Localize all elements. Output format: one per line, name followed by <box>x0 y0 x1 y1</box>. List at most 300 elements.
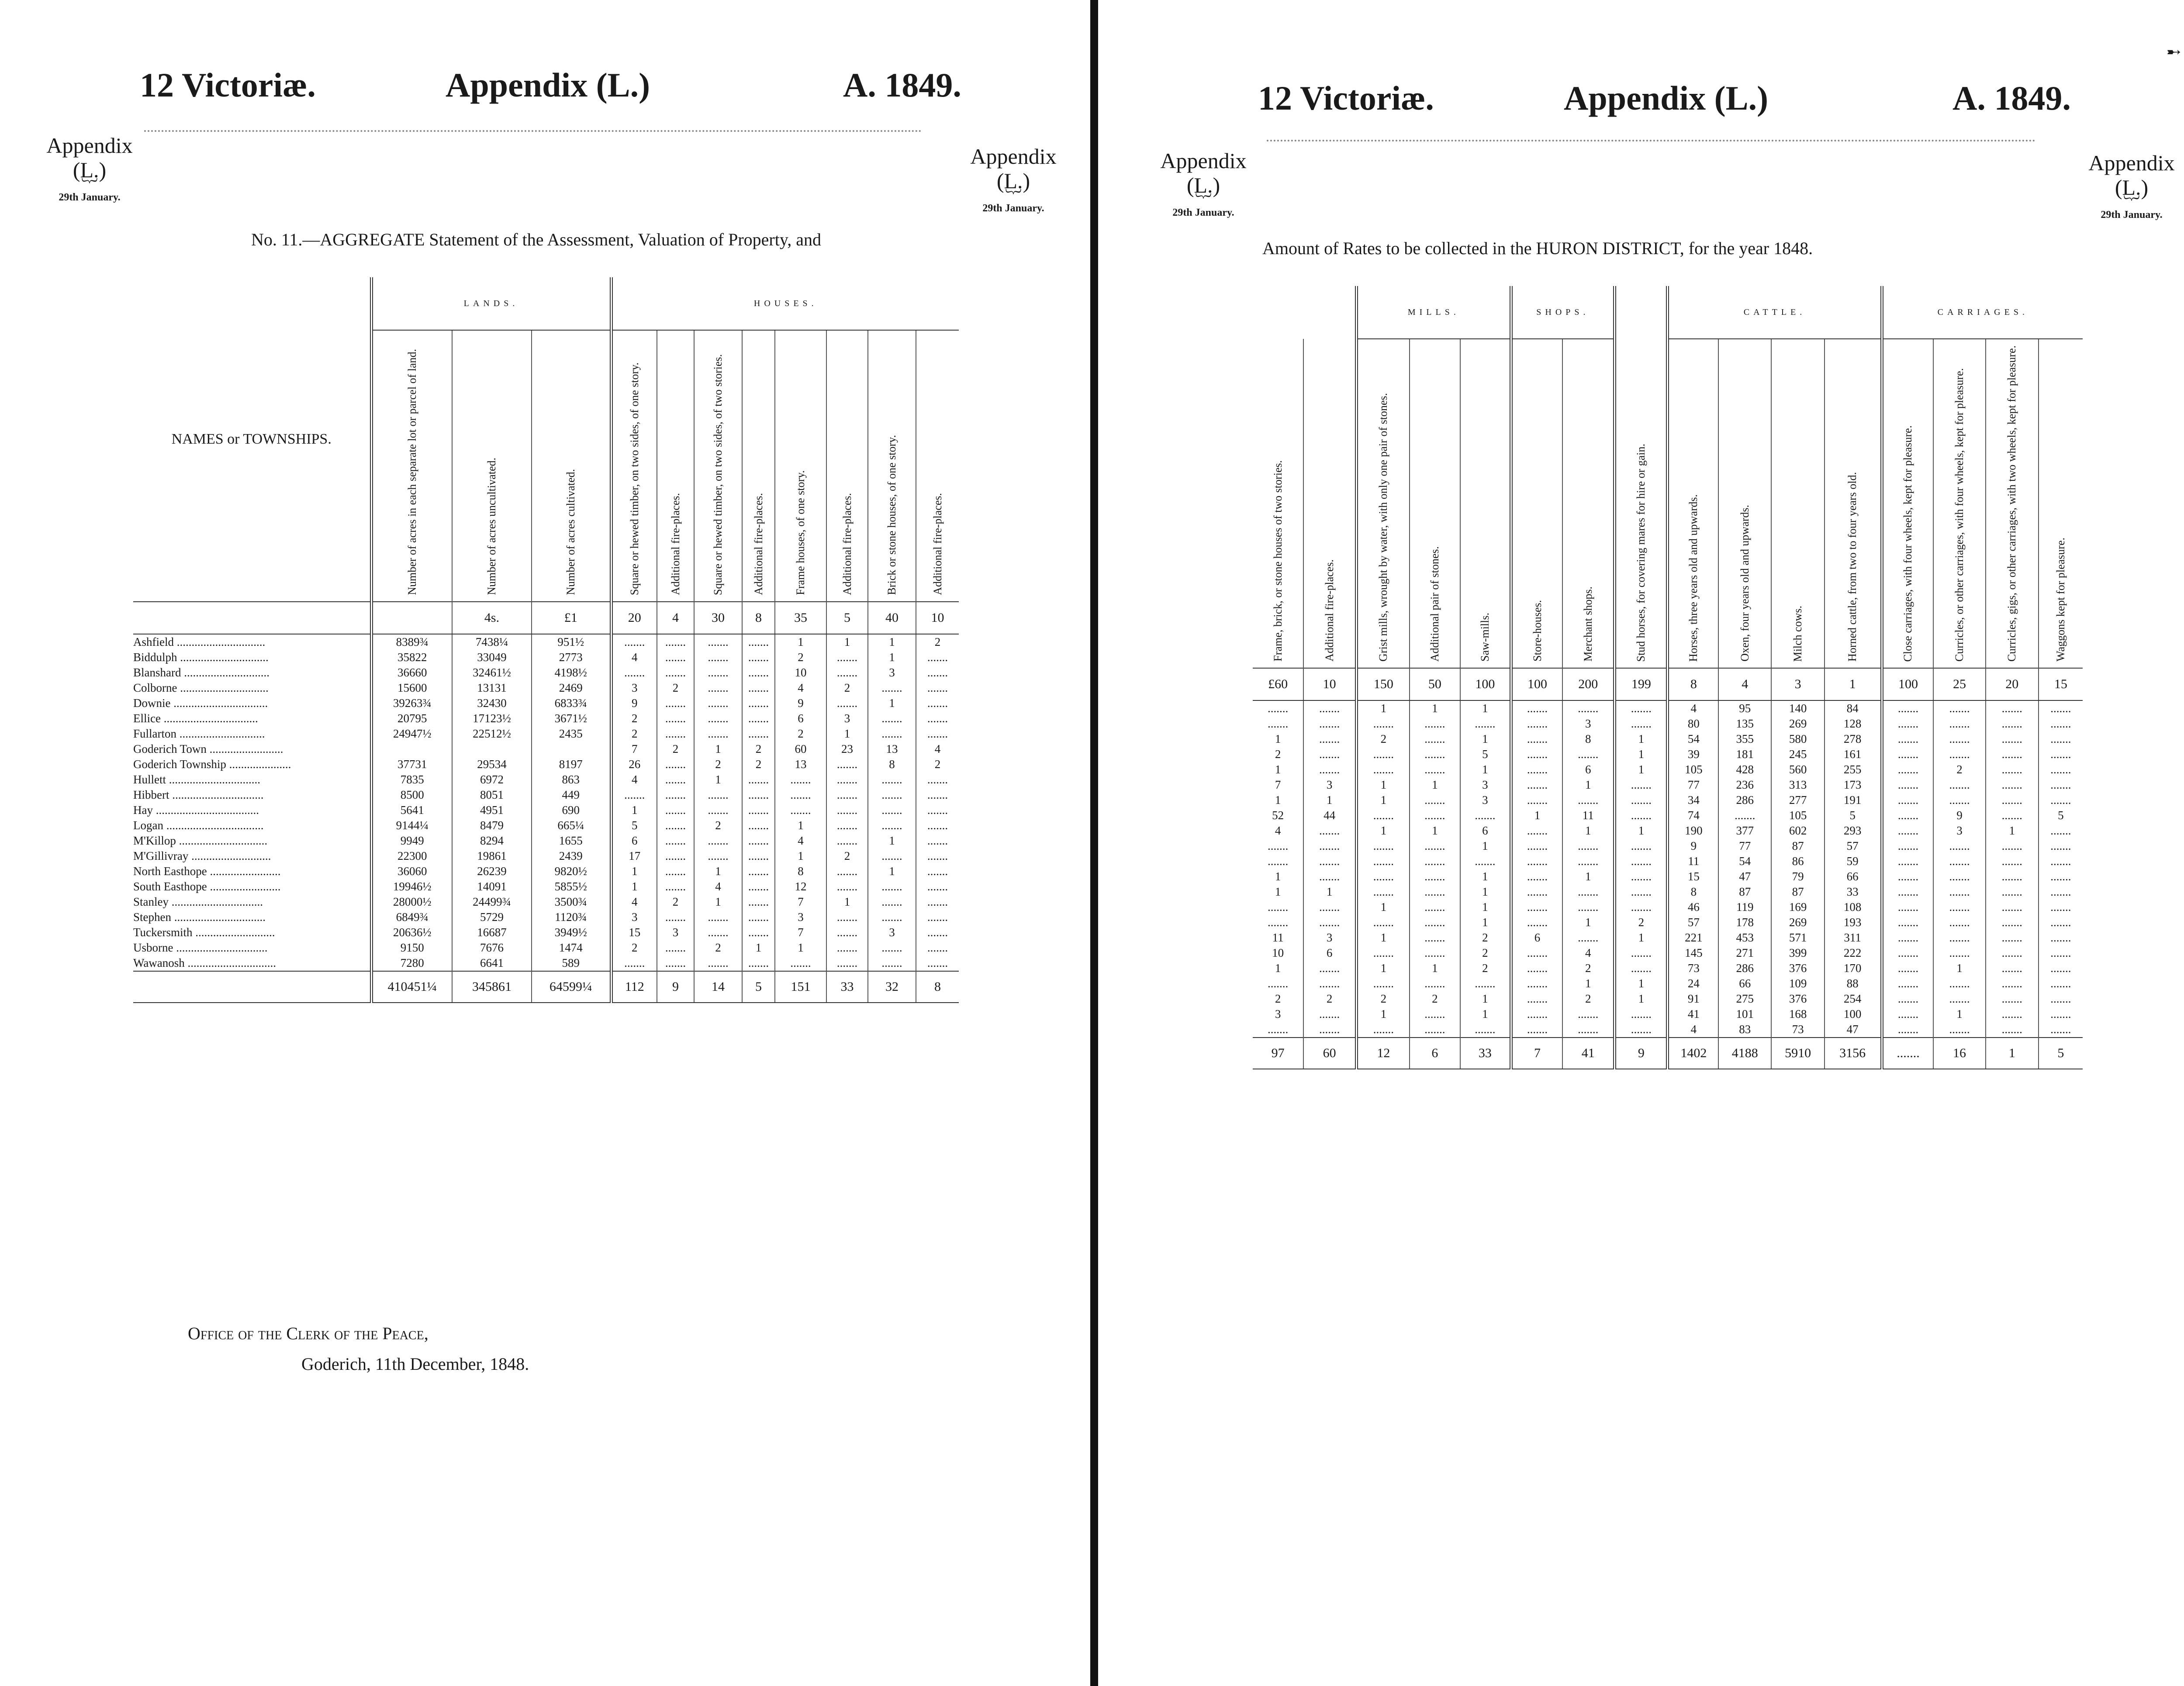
table-cell: 1 <box>1562 777 1614 793</box>
table-cell: 1 <box>611 803 657 818</box>
table-cell: 1 <box>826 726 868 741</box>
table-cell: ....... <box>1562 884 1614 900</box>
table-cell: ....... <box>1356 945 1409 961</box>
table-cell: 11 <box>1562 808 1614 823</box>
column-header-text: Square or hewed timber, on two sides, of two stories. <box>712 354 725 595</box>
table-cell: 3 <box>1460 793 1511 808</box>
table-cell: ....... <box>1410 1007 1460 1022</box>
table-cell: 1 <box>1275 962 1281 975</box>
table-cell: 1 <box>1356 823 1409 838</box>
table-cell: ....... <box>1615 900 1668 915</box>
table-cell: ....... <box>694 650 742 665</box>
table-cell: 1655 <box>532 833 611 848</box>
table-cell: ....... <box>1511 961 1562 976</box>
table-cell: 1 <box>611 879 657 894</box>
table-cell: 2 <box>1615 915 1668 930</box>
table-cell: ....... <box>1882 884 1933 900</box>
table-cell: ....... <box>1933 854 1985 869</box>
table-cell: ....... <box>1986 700 2039 716</box>
township-name: Hibbert ............................... <box>133 788 264 801</box>
total-cell: 16 <box>1933 1038 1985 1069</box>
township-name: M'Gillivray ........................... <box>133 849 271 862</box>
table-cell: 428 <box>1718 762 1771 777</box>
township-name: Goderich Township ..................... <box>133 758 291 771</box>
table-cell: 4198½ <box>532 665 611 680</box>
table-cell: 17 <box>611 848 657 864</box>
table-cell: 1 <box>1615 930 1668 945</box>
right-page <box>1109 0 2184 1686</box>
table-cell: 1 <box>1460 884 1511 900</box>
table-cell: 88 <box>1825 976 1882 991</box>
table-cell: 1 <box>1615 762 1668 777</box>
table-cell: ....... <box>1511 1022 1562 1038</box>
table-cell: 254 <box>1825 991 1882 1007</box>
table-cell: ....... <box>694 955 742 971</box>
table-cell: ....... <box>1933 793 1985 808</box>
table-cell: 6 <box>775 711 826 726</box>
table-cell: ....... <box>2039 700 2083 716</box>
table-cell: ....... <box>694 726 742 741</box>
table-cell: 59 <box>1825 854 1882 869</box>
table-cell: 7280 <box>371 955 452 971</box>
column-header-text: Number of acres in each separate lot or parcel of land. <box>405 349 418 595</box>
table-cell: ....... <box>1562 1007 1614 1022</box>
table-cell: ....... <box>2039 777 2083 793</box>
table-cell: ....... <box>2039 991 2083 1007</box>
table-cell: ....... <box>1267 839 1289 853</box>
table-cell: ....... <box>1267 916 1289 929</box>
table-cell: 269 <box>1771 915 1824 930</box>
table-row <box>1253 716 2083 731</box>
table-cell: ....... <box>694 848 742 864</box>
table-cell: 1 <box>1933 961 1985 976</box>
column-header <box>1718 339 1771 668</box>
column-header-text: Curricles, gigs, or other carriages, with two wheels, kept for pleasure. <box>2005 345 2018 662</box>
table-cell: ....... <box>2039 823 2083 838</box>
table-cell: 1 <box>1460 762 1511 777</box>
table-cell: ....... <box>742 955 775 971</box>
table-cell: ....... <box>657 848 694 864</box>
table-cell: ....... <box>1303 731 1356 747</box>
table-cell: 1 <box>1275 732 1281 746</box>
table-cell: ....... <box>742 803 775 818</box>
header-year: A. 1849. <box>843 66 961 104</box>
table-cell: 77 <box>1668 777 1718 793</box>
table-cell: 1 <box>1562 869 1614 884</box>
table-cell: ....... <box>657 757 694 772</box>
table-cell: ....... <box>2039 1022 2083 1038</box>
table-cell: 1 <box>1460 700 1511 716</box>
table-cell: ....... <box>1882 930 1933 945</box>
column-header <box>1511 339 1562 668</box>
table-cell: 2 <box>657 894 694 910</box>
table-cell: 41 <box>1668 1007 1718 1022</box>
table-cell: 101 <box>1718 1007 1771 1022</box>
table-cell: ....... <box>1882 961 1933 976</box>
table-cell: ....... <box>742 910 775 925</box>
statement-title: Amount of Rates to be collected in the HURON DISTRICT, for the year 1848. <box>1262 238 1813 258</box>
table-cell: 1 <box>1460 915 1511 930</box>
table-cell: ....... <box>1410 793 1460 808</box>
table-row <box>1253 961 2083 976</box>
total-cell: 3156 <box>1825 1038 1882 1069</box>
column-header-text: Grist mills, wrought by water, with only one pair of stones. <box>1377 393 1390 662</box>
table-cell: ....... <box>1718 808 1771 823</box>
table-row <box>133 894 959 910</box>
column-header-text: Number of acres uncultivated. <box>485 458 498 595</box>
table-cell: ....... <box>1356 976 1409 991</box>
table-cell: 22512½ <box>452 726 532 741</box>
table-cell: ....... <box>868 772 916 787</box>
table-cell: 80 <box>1668 716 1718 731</box>
table-cell: ....... <box>1933 747 1985 762</box>
table-cell: ....... <box>916 726 959 741</box>
table-cell: 9 <box>775 696 826 711</box>
table-row <box>133 910 959 925</box>
table-cell: 9144¼ <box>371 818 452 833</box>
table-cell: ....... <box>826 910 868 925</box>
table-row <box>1253 900 2083 915</box>
table-cell: ....... <box>1933 777 1985 793</box>
brace-icon: ︸ <box>2123 195 2139 213</box>
table-cell: 74 <box>1668 808 1718 823</box>
table-cell: ....... <box>1356 915 1409 930</box>
total-cell: 5910 <box>1771 1038 1824 1069</box>
table-cell: ....... <box>916 925 959 940</box>
table-cell: ....... <box>742 634 775 650</box>
table-cell: 119 <box>1718 900 1771 915</box>
table-cell: 277 <box>1771 793 1824 808</box>
table-cell: 9 <box>1668 838 1718 854</box>
table-cell: 377 <box>1718 823 1771 838</box>
township-name: Wawanosh .............................. <box>133 956 276 969</box>
table-cell: ....... <box>1562 900 1614 915</box>
table-cell: 7 <box>1275 778 1281 792</box>
table-cell: ....... <box>1511 945 1562 961</box>
footer-place-date: Goderich, 11th December, 1848. <box>301 1354 529 1374</box>
table-cell: 128 <box>1825 716 1882 731</box>
township-name: Usborne ............................... <box>133 941 268 954</box>
table-cell: 1 <box>1275 763 1281 776</box>
table-cell: 8 <box>868 757 916 772</box>
table-cell: ....... <box>742 818 775 833</box>
table-cell: ....... <box>916 955 959 971</box>
column-header <box>1668 339 1718 668</box>
table-cell: 5 <box>611 818 657 833</box>
table-cell: 108 <box>1825 900 1882 915</box>
township-name: Ellice ................................ <box>133 712 258 725</box>
column-header-text: Store-houses. <box>1531 600 1544 662</box>
table-cell: 32461½ <box>452 665 532 680</box>
table-cell: 44 <box>1303 808 1356 823</box>
table-cell: 1 <box>1410 961 1460 976</box>
table-cell: ....... <box>742 772 775 787</box>
table-cell: 87 <box>1718 884 1771 900</box>
table-cell: 1 <box>1460 869 1511 884</box>
table-cell: 269 <box>1771 716 1824 731</box>
table-cell: 4951 <box>452 803 532 818</box>
table-cell: 1 <box>1303 793 1356 808</box>
table-cell: ....... <box>2039 945 2083 961</box>
table-cell: ....... <box>657 833 694 848</box>
table-cell: ....... <box>916 910 959 925</box>
group-stud-spacer <box>1615 286 1668 339</box>
table-cell: 278 <box>1825 731 1882 747</box>
table-row <box>1253 762 2083 777</box>
table-cell: 2 <box>1356 991 1409 1007</box>
table-cell: 453 <box>1718 930 1771 945</box>
table-cell: 560 <box>1771 762 1824 777</box>
table-cell: ....... <box>1986 777 2039 793</box>
table-cell: 1 <box>775 940 826 955</box>
table-cell: ....... <box>657 665 694 680</box>
totals-label <box>133 971 371 1003</box>
table-cell: ....... <box>1986 945 2039 961</box>
table-cell: ....... <box>742 711 775 726</box>
table-cell: 449 <box>532 787 611 803</box>
column-header-text: Curricles, or other carriages, with four wheels, kept for pleasure. <box>1952 368 1966 662</box>
column-header <box>775 330 826 602</box>
table-cell: 2 <box>694 757 742 772</box>
table-cell: ....... <box>916 864 959 879</box>
table-cell: 2469 <box>532 680 611 696</box>
table-cell: ....... <box>1933 1022 1985 1038</box>
township-name: M'Killop .............................. <box>133 834 268 847</box>
table-cell: 271 <box>1718 945 1771 961</box>
table-cell: 1 <box>775 634 826 650</box>
table-cell: 3671½ <box>532 711 611 726</box>
table-cell: ....... <box>1410 915 1460 930</box>
table-cell: ....... <box>868 726 916 741</box>
table-cell: ....... <box>2039 838 2083 854</box>
table-cell: 6972 <box>452 772 532 787</box>
rate-cell: £1 <box>532 602 611 634</box>
table-cell: 3949½ <box>532 925 611 940</box>
table-row <box>1253 869 2083 884</box>
table-cell: 3 <box>1460 777 1511 793</box>
table-cell: ....... <box>1615 793 1668 808</box>
table-cell: ....... <box>1933 700 1985 716</box>
table-cell: 1 <box>742 940 775 955</box>
table-cell: 3 <box>1303 777 1356 793</box>
table-cell: 191 <box>1825 793 1882 808</box>
group-mills: MILLS. <box>1356 286 1511 339</box>
table-cell: ....... <box>1882 793 1933 808</box>
column-header <box>1410 339 1460 668</box>
table-row <box>1253 1022 2083 1038</box>
table-cell: 19861 <box>452 848 532 864</box>
table-row <box>1253 731 2083 747</box>
rate-cell: 20 <box>611 602 657 634</box>
table-cell: 17123½ <box>452 711 532 726</box>
header-appendix: Appendix (L.) <box>446 66 650 104</box>
table-cell: ....... <box>1511 900 1562 915</box>
table-cell: ....... <box>1562 930 1614 945</box>
table-cell: 87 <box>1771 884 1824 900</box>
table-row <box>1253 930 2083 945</box>
table-cell: ....... <box>1615 838 1668 854</box>
table-cell: 5 <box>2039 808 2083 823</box>
table-cell: 589 <box>532 955 611 971</box>
rate-cell: 8 <box>742 602 775 634</box>
table-cell <box>532 741 611 757</box>
table-cell: 5855½ <box>532 879 611 894</box>
table-cell: 1 <box>1410 777 1460 793</box>
table-cell: 105 <box>1771 808 1824 823</box>
total-cell: 32 <box>868 971 916 1003</box>
column-header <box>742 330 775 602</box>
rate-cell: 30 <box>694 602 742 634</box>
table-cell: ....... <box>868 955 916 971</box>
table-cell: 2 <box>1562 961 1614 976</box>
column-header-text: Square or hewed timber, on two sides, of one story. <box>628 362 641 595</box>
table-cell: ....... <box>657 864 694 879</box>
rate-spacer <box>133 602 371 634</box>
total-cell: 9 <box>657 971 694 1003</box>
table-cell: ....... <box>1986 854 2039 869</box>
table-cell: ....... <box>611 634 657 650</box>
column-header <box>1771 339 1824 668</box>
rate-cell: 1 <box>1825 668 1882 700</box>
margin-appendix-label: Appendix <box>2088 151 2175 175</box>
township-name: Ashfield .............................. <box>133 635 266 648</box>
table-cell: 1 <box>1410 823 1460 838</box>
table-cell: 15 <box>611 925 657 940</box>
township-name: Biddulph .............................. <box>133 651 269 664</box>
rate-cell: 10 <box>916 602 959 634</box>
table-cell: 3 <box>1275 1007 1281 1021</box>
table-cell: ....... <box>1410 1022 1460 1038</box>
table-cell: ....... <box>1933 884 1985 900</box>
table-cell: ....... <box>1303 716 1356 731</box>
table-cell: 24499¾ <box>452 894 532 910</box>
table-cell: ....... <box>1562 793 1614 808</box>
rate-cell: 40 <box>868 602 916 634</box>
table-cell: ....... <box>1267 977 1289 990</box>
table-cell: 602 <box>1771 823 1824 838</box>
table-cell: ....... <box>826 940 868 955</box>
table-cell: ....... <box>916 650 959 665</box>
table-cell: 54 <box>1668 731 1718 747</box>
table-cell: ....... <box>826 833 868 848</box>
table-cell: 8197 <box>532 757 611 772</box>
table-cell: ....... <box>657 787 694 803</box>
table-cell: ....... <box>657 879 694 894</box>
table-cell: 2 <box>611 940 657 955</box>
column-header-text: Number of acres cultivated. <box>564 469 577 595</box>
table-cell: 36060 <box>371 864 452 879</box>
table-cell: 286 <box>1718 961 1771 976</box>
table-cell: 1 <box>1615 991 1668 1007</box>
table-cell: 6833¾ <box>532 696 611 711</box>
table-cell: 20795 <box>371 711 452 726</box>
table-row <box>1253 700 2083 716</box>
table-cell: ....... <box>1882 1007 1933 1022</box>
column-header <box>916 330 959 602</box>
column-header <box>1933 339 1985 668</box>
table-cell: 10 <box>775 665 826 680</box>
township-name: Goderich Town ......................... <box>133 742 283 755</box>
table-cell: ....... <box>2039 869 2083 884</box>
table-cell: 19946½ <box>371 879 452 894</box>
table-cell: ....... <box>1933 945 1985 961</box>
total-cell: 33 <box>826 971 868 1003</box>
table-cell: 2 <box>1460 945 1511 961</box>
table-cell: ....... <box>1303 915 1356 930</box>
rate-cell: 4s. <box>452 602 532 634</box>
header-rule <box>144 130 922 132</box>
column-header-text: Additional fire-places. <box>931 493 944 595</box>
table-cell: 1 <box>611 864 657 879</box>
column-header-text: Additional fire-places. <box>669 493 682 595</box>
table-cell: ....... <box>916 879 959 894</box>
column-header <box>657 330 694 602</box>
table-cell: 9949 <box>371 833 452 848</box>
table-cell: 13 <box>868 741 916 757</box>
table-cell: 1 <box>1356 793 1409 808</box>
column-header <box>371 330 452 602</box>
table-cell: ....... <box>1303 823 1356 838</box>
table-cell: 37731 <box>371 757 452 772</box>
table-cell: ....... <box>1933 930 1985 945</box>
table-cell: ....... <box>868 818 916 833</box>
table-cell: 7438¼ <box>452 634 532 650</box>
table-cell: 33 <box>1825 884 1882 900</box>
table-cell: 311 <box>1825 930 1882 945</box>
table-cell: 22300 <box>371 848 452 864</box>
total-cell: 410451¼ <box>371 971 452 1003</box>
table-cell: ....... <box>916 848 959 864</box>
rate-cell: 100 <box>1882 668 1933 700</box>
table-cell: ....... <box>868 894 916 910</box>
table-row <box>133 787 959 803</box>
table-cell: ....... <box>1986 747 2039 762</box>
table-cell: 245 <box>1771 747 1824 762</box>
table-cell: ....... <box>826 772 868 787</box>
table-cell: 1 <box>694 894 742 910</box>
table-cell: 2 <box>775 650 826 665</box>
table-cell: 3 <box>611 680 657 696</box>
margin-note-left <box>39 133 140 203</box>
column-header <box>1460 339 1511 668</box>
table-cell: ....... <box>916 803 959 818</box>
table-cell: ....... <box>1615 884 1668 900</box>
table-cell: ....... <box>868 910 916 925</box>
table-cell: ....... <box>1882 991 1933 1007</box>
table-cell: ....... <box>1410 900 1460 915</box>
margin-appendix-label: Appendix <box>46 133 133 158</box>
table-cell: 6 <box>1562 762 1614 777</box>
table-cell: 5729 <box>452 910 532 925</box>
column-header-text: Oxen, four years old and upwards. <box>1738 505 1751 662</box>
table-cell: ....... <box>1882 869 1933 884</box>
table-cell: 313 <box>1771 777 1824 793</box>
table-cell: ....... <box>742 680 775 696</box>
table-cell: 181 <box>1718 747 1771 762</box>
table-cell: 1 <box>1410 700 1460 716</box>
table-cell: ....... <box>694 696 742 711</box>
brace-icon: ︸ <box>1195 193 1211 210</box>
table-cell: ....... <box>1511 884 1562 900</box>
township-name: Logan ................................. <box>133 819 264 832</box>
column-header-text: Merchant shops. <box>1581 586 1594 662</box>
table-cell: 24947½ <box>371 726 452 741</box>
table-row <box>133 940 959 955</box>
table-cell: ....... <box>826 818 868 833</box>
table-cell: 15600 <box>371 680 452 696</box>
table-cell: 9820½ <box>532 864 611 879</box>
table-cell: ....... <box>1303 762 1356 777</box>
